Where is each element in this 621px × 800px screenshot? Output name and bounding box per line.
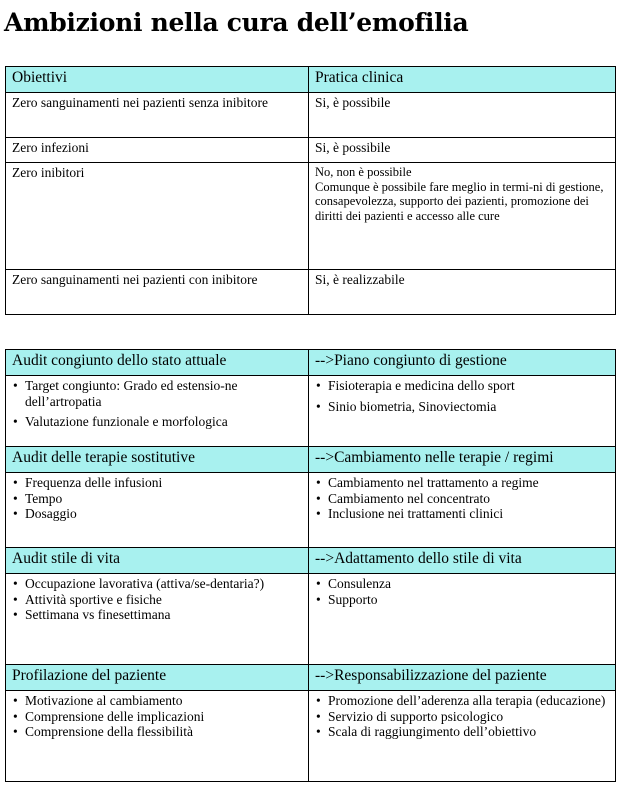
section-header-right: -->Cambiamento nelle terapie / regimi: [309, 447, 616, 473]
practice-cell: No, non è possibile Comunque è possibile fare meglio in termi-ni di gestione, consapevolezza, supporto dei pazienti, promozione dei diritti dei pazienti e accesso alle cure: [309, 163, 616, 270]
objective-cell: Zero sanguinamenti nei pazienti senza inibitore: [6, 93, 309, 138]
section-header-left: Audit stile di vita: [6, 548, 309, 574]
list-item: • Inclusione nei trattamenti clinici: [315, 506, 610, 522]
list-item: • Scala di raggiungimento dell’obiettivo: [315, 724, 610, 740]
section-items-right: [309, 376, 616, 447]
header-clinical-practice: Pratica clinica: [309, 67, 616, 93]
section-items-left: [6, 574, 309, 665]
header-objectives: Obiettivi: [6, 67, 309, 93]
section-header-right: -->Piano congiunto di gestione: [309, 350, 616, 376]
section-header-left: Audit delle terapie sostitutive: [6, 447, 309, 473]
list-item: • Dosaggio: [12, 506, 303, 522]
list-item: • Motivazione al cambiamento: [12, 693, 303, 709]
list-item: • Comprensione della flessibilità: [12, 724, 303, 740]
list-item: • Sinio biometria, Sinoviectomia: [315, 399, 610, 415]
section-items-right: [309, 473, 616, 548]
list-item: • Servizio di supporto psicologico: [315, 709, 610, 725]
practice-cell: Si, è possibile: [309, 138, 616, 163]
section-items-left: [6, 376, 309, 447]
section-items-left: [6, 691, 309, 782]
list-item: • Comprensione delle implicazioni: [12, 709, 303, 725]
objective-cell: Zero sanguinamenti nei pazienti con inibitore: [6, 270, 309, 315]
list-item: • Consulenza: [315, 576, 610, 592]
list-item: • Supporto: [315, 592, 610, 608]
list-item: • Cambiamento nel concentrato: [315, 491, 610, 507]
section-items-left: [6, 473, 309, 548]
section-header-left: Audit congiunto dello stato attuale: [6, 350, 309, 376]
list-item: • Promozione dell’aderenza alla terapia (educazione): [315, 693, 610, 709]
page-title: Ambizioni nella cura dell’emofilia: [4, 8, 469, 37]
section-header-right: -->Adattamento dello stile di vita: [309, 548, 616, 574]
section-header-right: -->Responsabilizzazione del paziente: [309, 665, 616, 691]
audit-plan-table: [5, 349, 616, 782]
list-item: • Frequenza delle infusioni: [12, 475, 303, 491]
objective-cell: Zero infezioni: [6, 138, 309, 163]
practice-cell: Si, è realizzabile: [309, 270, 616, 315]
practice-cell: Si, è possibile: [309, 93, 616, 138]
objective-cell: Zero inibitori: [6, 163, 309, 270]
section-header-left: Profilazione del paziente: [6, 665, 309, 691]
list-item: • Cambiamento nel trattamento a regime: [315, 475, 610, 491]
list-item: • Occupazione lavorativa (attiva/se-dentaria?): [12, 576, 303, 592]
objectives-table: [5, 66, 616, 315]
section-items-right: [309, 574, 616, 665]
list-item: • Tempo: [12, 491, 303, 507]
list-item: • Fisioterapia e medicina dello sport: [315, 378, 610, 394]
list-item: • Valutazione funzionale e morfologica: [12, 414, 303, 430]
section-items-right: [309, 691, 616, 782]
list-item: • Settimana vs finesettimana: [12, 607, 303, 623]
list-item: • Target congiunto: Grado ed estensio-ne dell’artropatia: [12, 378, 303, 409]
list-item: • Attività sportive e fisiche: [12, 592, 303, 608]
